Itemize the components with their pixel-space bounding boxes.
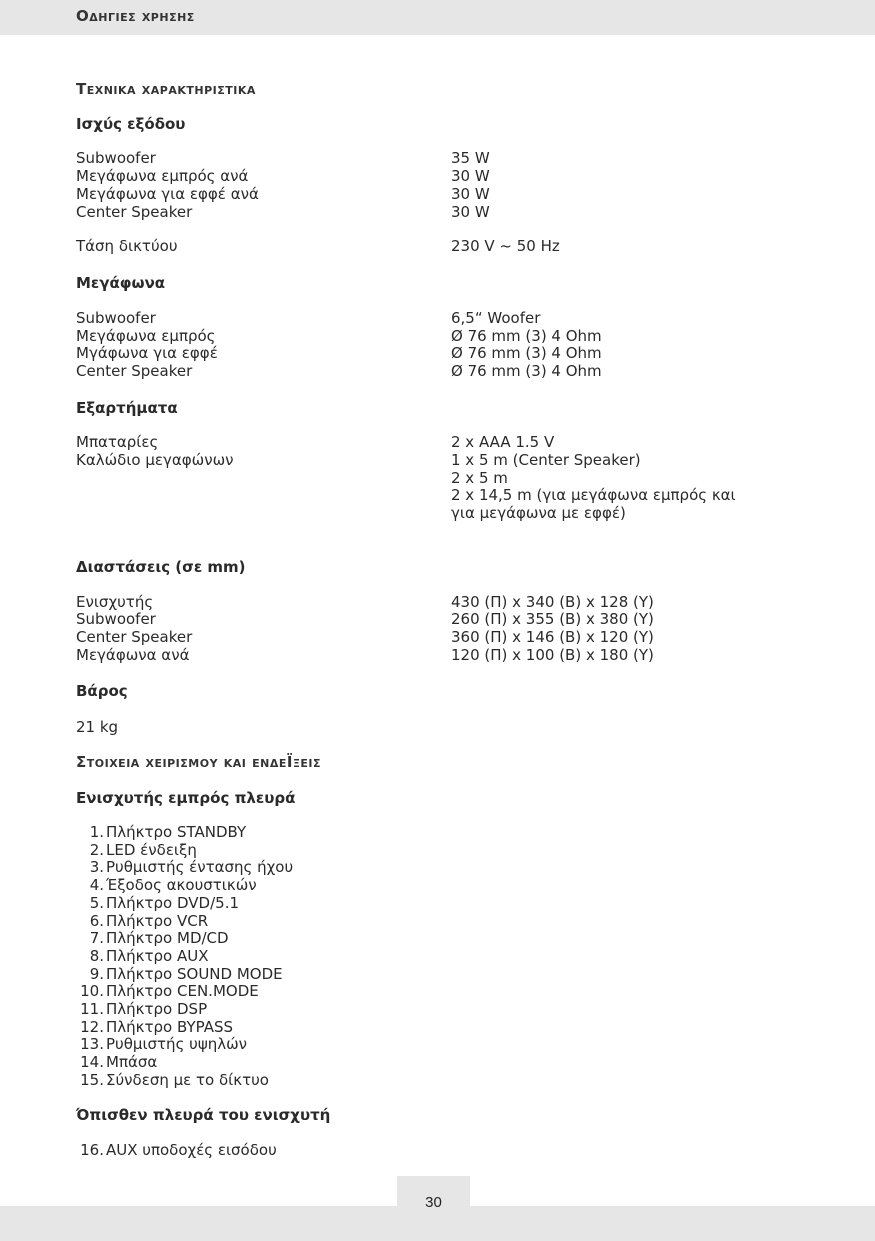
list-item-number: 11. — [80, 1000, 104, 1018]
list-item-number: 9. — [89, 964, 104, 983]
list-item-text: Πλήκτρο DVD/5.1 — [106, 893, 240, 912]
list-item-text: Ρυθμιστής υψηλών — [106, 1035, 248, 1054]
list-item-text: Πλήκτρο MD/CD — [106, 929, 229, 948]
list-item-text: Πλήκτρο STANDBY — [106, 823, 247, 841]
spec-label: Μεγάφωνα εμπρός ανά — [76, 167, 249, 185]
list-item — [76, 824, 246, 842]
list-item-number: 3. — [89, 858, 104, 877]
controls-section-title: Στοιχεια χειρισμου και ενδεΪξεις — [76, 753, 322, 771]
spec-value: για μεγάφωνα με εφφέ) — [451, 504, 626, 522]
spec-value: Ø 76 mm (3) 4 Ohm — [451, 362, 602, 380]
spec-value: 30 W — [451, 167, 490, 185]
list-item — [76, 895, 239, 913]
header-bar — [0, 0, 875, 35]
list-item — [76, 966, 283, 984]
list-item-text: Έξοδος ακουστικών — [106, 876, 257, 895]
list-item-number: 15. — [80, 1070, 104, 1089]
spec-value: 2 x AAA 1.5 V — [451, 433, 555, 451]
spec-value: 230 V ~ 50 Hz — [451, 237, 560, 255]
list-item — [76, 948, 209, 966]
list-item — [76, 1142, 277, 1160]
spec-value: 30 W — [451, 203, 490, 221]
spec-label: Τάση δικτύου — [76, 237, 178, 255]
rear-panel-heading: Όπισθεν πλευρά του ενισχυτή — [76, 1106, 331, 1124]
list-item-number: 6. — [89, 911, 104, 930]
list-item — [76, 913, 208, 931]
list-item-number: 8. — [89, 946, 104, 965]
spec-label: Μεγάφωνα για εφφέ ανά — [76, 185, 259, 203]
spec-value: 30 W — [451, 185, 490, 203]
list-item-number: 1. — [89, 823, 104, 841]
spec-value: Ø 76 mm (3) 4 Ohm — [451, 327, 602, 345]
list-item-text: Μπάσα — [106, 1053, 158, 1072]
spec-value: 2 x 14,5 m (για μεγάφωνα εμπρός και — [451, 486, 736, 504]
list-item — [76, 877, 257, 895]
spec-label: Subwoofer — [76, 149, 156, 167]
spec-label: Center Speaker — [76, 628, 193, 646]
list-item-text: LED ένδειξη — [106, 840, 197, 859]
list-item-text: Πλήκτρο AUX — [106, 946, 209, 965]
list-item-number: 7. — [89, 929, 104, 948]
list-item — [76, 842, 197, 860]
spec-value: 1 x 5 m (Center Speaker) — [451, 451, 641, 469]
spec-label: Center Speaker — [76, 362, 193, 380]
spec-value: 35 W — [451, 149, 490, 167]
list-item-text: Πλήκτρο DSP — [106, 1000, 208, 1018]
list-item-text: Ρυθμιστής έντασης ήχου — [106, 858, 294, 877]
spec-label: Μπαταρίες — [76, 433, 159, 451]
list-item — [76, 859, 293, 877]
spec-value: 360 (Π) x 146 (Β) x 120 (Υ) — [451, 628, 654, 646]
list-item-text: Σύνδεση με το δίκτυο — [106, 1070, 269, 1089]
page-number-box — [397, 1176, 470, 1241]
list-item-text: Πλήκτρο VCR — [106, 911, 209, 930]
list-item — [76, 983, 259, 1001]
spec-label: Center Speaker — [76, 203, 193, 221]
spec-label: Μγάφωνα για εφφέ — [76, 344, 218, 362]
page-number: 30 — [425, 1194, 442, 1211]
spec-label: Ενισχυτής — [76, 593, 154, 611]
front-panel-heading: Ενισχυτής εμπρός πλευρά — [76, 789, 296, 807]
list-item-number: 2. — [89, 840, 104, 859]
list-item-text: Πλήκτρο CEN.MODE — [106, 982, 259, 1001]
tech-section-title: Τεχνικα χαρακτηριστικα — [76, 80, 256, 98]
spec-label: Subwoofer — [76, 309, 156, 327]
speakers-heading: Μεγάφωνα — [76, 274, 166, 292]
list-item-number: 13. — [80, 1035, 104, 1054]
output-heading: Ισχύς εξόδου — [76, 115, 186, 133]
spec-value: 2 x 5 m — [451, 469, 508, 487]
list-item — [76, 1072, 269, 1090]
spec-value: Ø 76 mm (3) 4 Ohm — [451, 344, 602, 362]
spec-value: 260 (Π) x 355 (Β) x 380 (Υ) — [451, 610, 654, 628]
spec-label: Subwoofer — [76, 610, 156, 628]
list-item-number: 16. — [80, 1141, 104, 1159]
weight-heading: Βάρος — [76, 682, 128, 700]
header-title: Οδηγιες χρησης — [76, 7, 195, 25]
list-item-text: Πλήκτρο SOUND MODE — [106, 964, 283, 983]
spec-label: Μεγάφωνα εμπρός — [76, 327, 216, 345]
list-item — [76, 1001, 207, 1019]
list-item — [76, 1054, 157, 1072]
list-item-number: 5. — [89, 893, 104, 912]
spec-label: Μεγάφωνα ανά — [76, 646, 190, 664]
spec-value: 430 (Π) x 340 (Β) x 128 (Υ) — [451, 593, 654, 611]
list-item-number: 14. — [80, 1053, 104, 1072]
accessories-heading: Εξαρτήματα — [76, 399, 178, 417]
weight-value: 21 kg — [76, 718, 119, 736]
dimensions-heading: Διαστάσεις (σε mm) — [76, 558, 246, 576]
list-item — [76, 930, 229, 948]
list-item — [76, 1036, 247, 1054]
list-item-number: 10. — [80, 982, 104, 1001]
list-item-text: AUX υποδοχές εισόδου — [106, 1141, 277, 1159]
list-item — [76, 1019, 233, 1037]
spec-label: Καλώδιο μεγαφώνων — [76, 451, 234, 469]
spec-value: 120 (Π) x 100 (Β) x 180 (Υ) — [451, 646, 654, 664]
list-item-number: 12. — [80, 1017, 104, 1036]
list-item-number: 4. — [89, 876, 104, 895]
list-item-text: Πλήκτρο BYPASS — [106, 1017, 234, 1036]
spec-value: 6,5“ Woofer — [451, 309, 541, 327]
